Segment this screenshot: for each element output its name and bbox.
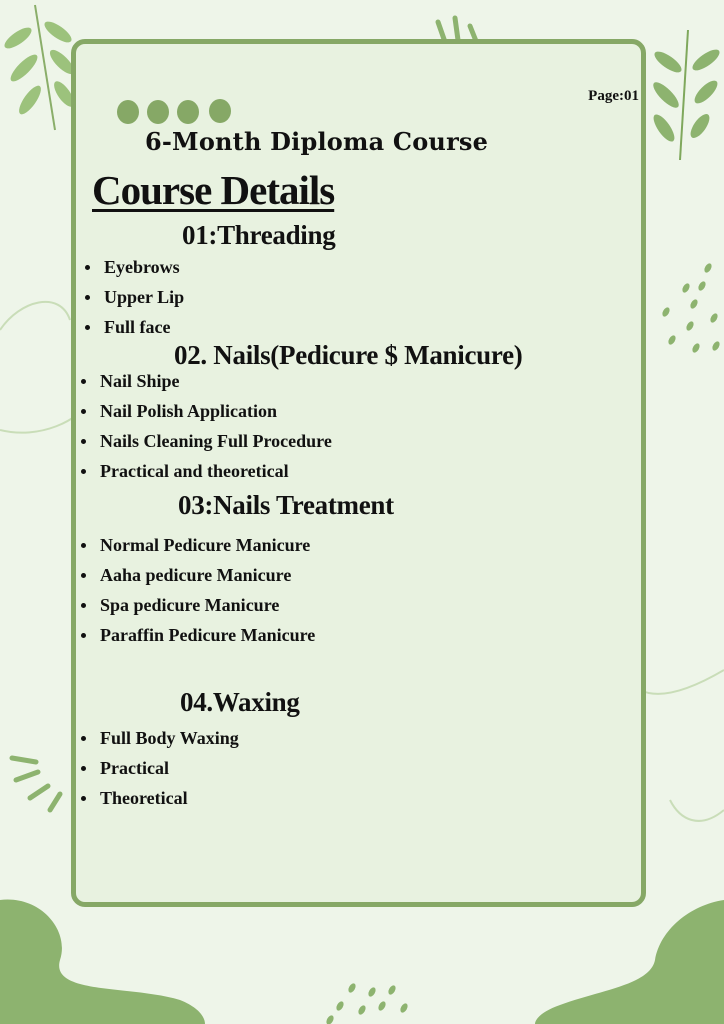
section-list-threading (84, 252, 184, 342)
list-item: Nail Polish Application (80, 396, 332, 426)
section-heading-threading: 01:Threading (182, 220, 336, 250)
section-list-waxing (80, 723, 239, 813)
list-item: Nail Shipe (80, 366, 332, 396)
leaf-branch-right-icon (650, 30, 723, 160)
list-item: Paraffin Pedicure Manicure (80, 620, 315, 650)
right-side-dots (661, 262, 721, 354)
list-item: Full Body Waxing (80, 723, 239, 753)
section-heading-nails: 02. Nails(Pedicure $ Manicure) (174, 340, 523, 370)
section-heading-waxing: 04.Waxing (180, 687, 300, 717)
bottom-dots (325, 982, 409, 1024)
list-item: Eyebrows (84, 252, 184, 282)
section-heading-nails-treatment: 03:Nails Treatment (178, 490, 394, 520)
leaf-branch-left-icon (1, 5, 77, 130)
course-subtitle: 6-Month Diploma Course (145, 127, 489, 156)
list-item: Theoretical (80, 783, 239, 813)
section-list-nails (80, 366, 332, 486)
section-list-nails-treatment (80, 530, 315, 650)
list-item: Aaha pedicure Manicure (80, 560, 315, 590)
list-item: Full face (84, 312, 184, 342)
list-item: Practical and theoretical (80, 456, 332, 486)
page-title: Course Details (92, 167, 335, 213)
list-item: Nails Cleaning Full Procedure (80, 426, 332, 456)
list-item: Practical (80, 753, 239, 783)
list-item: Normal Pedicure Manicure (80, 530, 315, 560)
list-item: Upper Lip (84, 282, 184, 312)
decorative-dots-icon (116, 97, 240, 127)
left-dashes (12, 758, 60, 810)
bottom-left-blob (0, 900, 205, 1024)
page-number: Page:01 (588, 88, 639, 104)
bottom-right-blob (535, 900, 724, 1024)
list-item: Spa pedicure Manicure (80, 590, 315, 620)
